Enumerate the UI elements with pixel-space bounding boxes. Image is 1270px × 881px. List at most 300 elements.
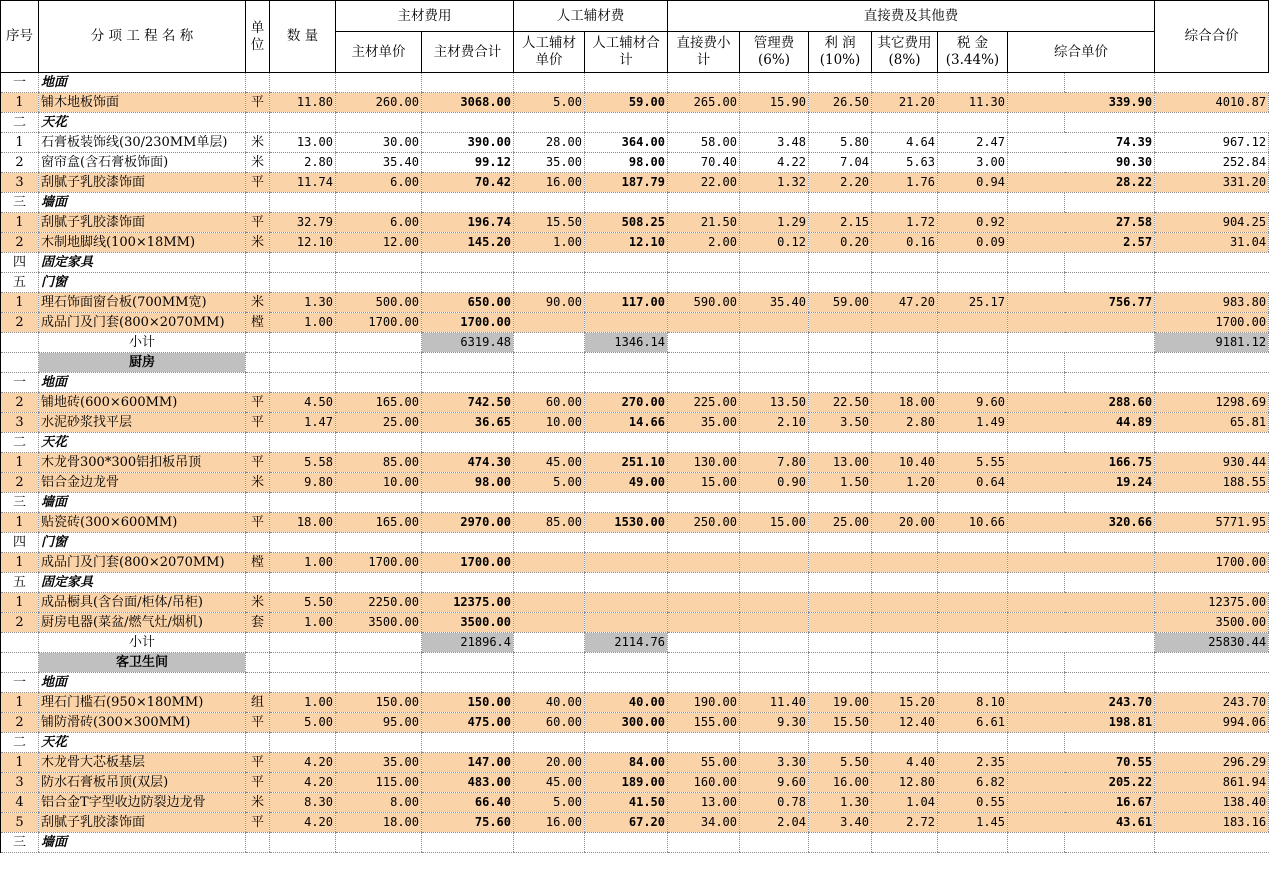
other-fee: 2.72 bbox=[872, 813, 938, 833]
tax: 2.47 bbox=[938, 133, 1008, 153]
tax: 6.61 bbox=[938, 713, 1008, 733]
item-unit: 平 bbox=[246, 453, 270, 473]
labor-unit-price: 15.50 bbox=[514, 213, 585, 233]
main-total: 1700.00 bbox=[422, 313, 514, 333]
empty-cell bbox=[336, 433, 422, 453]
header-other: 其它费用 (8%) bbox=[872, 32, 938, 73]
empty-cell bbox=[668, 653, 740, 673]
remark-cell bbox=[1155, 253, 1269, 273]
empty-cell bbox=[514, 433, 585, 453]
direct-subtotal: 58.00 bbox=[668, 133, 740, 153]
other-fee bbox=[872, 593, 938, 613]
empty-cell bbox=[270, 353, 336, 373]
empty-cell bbox=[668, 573, 740, 593]
direct-subtotal: 55.00 bbox=[668, 753, 740, 773]
other-fee bbox=[872, 313, 938, 333]
room-title: 客卫生间 bbox=[39, 653, 246, 673]
other-fee: 4.40 bbox=[872, 753, 938, 773]
row-index: 1 bbox=[1, 213, 39, 233]
labor-unit-price bbox=[514, 553, 585, 573]
item-qty: 32.79 bbox=[270, 213, 336, 233]
empty-cell bbox=[514, 653, 585, 673]
item-unit: 组 bbox=[246, 693, 270, 713]
empty-cell bbox=[938, 673, 1008, 693]
profit: 25.00 bbox=[809, 513, 872, 533]
header-tax: 税 金 (3.44%) bbox=[938, 32, 1008, 73]
header-index: 序号 bbox=[1, 1, 39, 73]
item-name: 理石饰面窗台板(700MM宽) bbox=[39, 293, 246, 313]
other-fee: 1.76 bbox=[872, 173, 938, 193]
empty-cell bbox=[872, 653, 938, 673]
main-unit-price: 150.00 bbox=[336, 693, 422, 713]
table-row bbox=[1, 773, 1269, 793]
header-unit-price: 综合单价 bbox=[1008, 32, 1155, 73]
row-index: 2 bbox=[1, 153, 39, 173]
item-name: 成品橱具(含台面/柜体/吊柜) bbox=[39, 593, 246, 613]
unit-price: 19.24 bbox=[1008, 473, 1155, 493]
labor-total: 14.66 bbox=[585, 413, 668, 433]
total-price: 1700.00 bbox=[1155, 313, 1269, 333]
empty-cell bbox=[422, 193, 514, 213]
main-total: 2970.00 bbox=[422, 513, 514, 533]
empty-cell bbox=[1065, 373, 1155, 393]
total-price: 994.06 bbox=[1155, 713, 1269, 733]
main-unit-price: 500.00 bbox=[336, 293, 422, 313]
row-index: 一 bbox=[1, 73, 39, 93]
empty-cell bbox=[585, 73, 668, 93]
labor-total: 12.10 bbox=[585, 233, 668, 253]
empty-cell bbox=[668, 113, 740, 133]
tax bbox=[938, 313, 1008, 333]
empty-cell bbox=[1008, 253, 1065, 273]
total-price: 967.12 bbox=[1155, 133, 1269, 153]
main-unit-price: 35.00 bbox=[336, 753, 422, 773]
empty-cell bbox=[938, 373, 1008, 393]
tax: 11.30 bbox=[938, 93, 1008, 113]
total-price: 930.44 bbox=[1155, 453, 1269, 473]
labor-total: 98.00 bbox=[585, 153, 668, 173]
labor-unit-price: 85.00 bbox=[514, 513, 585, 533]
section-row bbox=[1, 493, 1269, 513]
unit-price: 339.90 bbox=[1008, 93, 1155, 113]
empty-cell bbox=[336, 193, 422, 213]
labor-unit-price: 5.00 bbox=[514, 473, 585, 493]
empty-cell bbox=[938, 353, 1008, 373]
direct-subtotal: 21.50 bbox=[668, 213, 740, 233]
empty-cell bbox=[740, 113, 809, 133]
table-row bbox=[1, 293, 1269, 313]
unit-price: 44.89 bbox=[1008, 413, 1155, 433]
empty-cell bbox=[514, 673, 585, 693]
empty-cell bbox=[336, 113, 422, 133]
profit bbox=[809, 613, 872, 633]
empty-cell bbox=[336, 653, 422, 673]
table-row bbox=[1, 413, 1269, 433]
unit-price: 756.77 bbox=[1008, 293, 1155, 313]
empty-cell bbox=[270, 333, 336, 353]
empty-cell bbox=[336, 373, 422, 393]
row-index: 五 bbox=[1, 273, 39, 293]
empty-cell bbox=[270, 633, 336, 653]
mgmt-fee: 4.22 bbox=[740, 153, 809, 173]
empty-cell bbox=[1, 353, 39, 373]
mgmt-fee bbox=[740, 553, 809, 573]
empty-cell bbox=[809, 573, 872, 593]
empty-cell bbox=[246, 573, 270, 593]
total-price: 12375.00 bbox=[1155, 593, 1269, 613]
item-name: 防水石膏板吊顶(双层) bbox=[39, 773, 246, 793]
empty-cell bbox=[1065, 493, 1155, 513]
section-row bbox=[1, 273, 1269, 293]
direct-subtotal: 250.00 bbox=[668, 513, 740, 533]
remark-cell bbox=[1155, 433, 1269, 453]
empty-cell bbox=[740, 653, 809, 673]
row-index: 三 bbox=[1, 193, 39, 213]
table-row bbox=[1, 753, 1269, 773]
unit-price: 243.70 bbox=[1008, 693, 1155, 713]
empty-cell bbox=[668, 833, 740, 853]
empty-cell bbox=[809, 373, 872, 393]
empty-cell bbox=[668, 353, 740, 373]
row-index: 1 bbox=[1, 293, 39, 313]
empty-cell bbox=[270, 573, 336, 593]
empty-cell bbox=[1065, 573, 1155, 593]
table-row bbox=[1, 233, 1269, 253]
unit-price bbox=[1008, 613, 1155, 633]
empty-cell bbox=[809, 113, 872, 133]
other-fee: 1.72 bbox=[872, 213, 938, 233]
unit-price bbox=[1008, 593, 1155, 613]
total-price: 331.20 bbox=[1155, 173, 1269, 193]
unit-price: 205.22 bbox=[1008, 773, 1155, 793]
empty-cell bbox=[422, 113, 514, 133]
labor-total bbox=[585, 313, 668, 333]
subtotal-labor: 1346.14 bbox=[585, 333, 668, 353]
main-total: 1700.00 bbox=[422, 553, 514, 573]
remark-cell bbox=[1155, 573, 1269, 593]
empty-cell bbox=[740, 573, 809, 593]
labor-total: 84.00 bbox=[585, 753, 668, 773]
labor-total: 508.25 bbox=[585, 213, 668, 233]
row-index: 三 bbox=[1, 833, 39, 853]
item-qty: 4.50 bbox=[270, 393, 336, 413]
labor-total: 40.00 bbox=[585, 693, 668, 713]
row-index: 一 bbox=[1, 373, 39, 393]
empty-cell bbox=[246, 653, 270, 673]
unit-price: 288.60 bbox=[1008, 393, 1155, 413]
labor-unit-price: 5.00 bbox=[514, 793, 585, 813]
table-row bbox=[1, 693, 1269, 713]
other-fee: 5.63 bbox=[872, 153, 938, 173]
empty-cell bbox=[872, 493, 938, 513]
labor-unit-price: 16.00 bbox=[514, 813, 585, 833]
profit: 2.15 bbox=[809, 213, 872, 233]
labor-total: 187.79 bbox=[585, 173, 668, 193]
empty-cell bbox=[740, 833, 809, 853]
mgmt-fee: 3.48 bbox=[740, 133, 809, 153]
empty-cell bbox=[668, 493, 740, 513]
item-qty: 9.80 bbox=[270, 473, 336, 493]
empty-cell bbox=[1008, 113, 1065, 133]
empty-cell bbox=[422, 273, 514, 293]
other-fee: 15.20 bbox=[872, 693, 938, 713]
section-title: 墙面 bbox=[39, 493, 246, 513]
empty-cell bbox=[740, 353, 809, 373]
profit: 1.50 bbox=[809, 473, 872, 493]
main-unit-price: 3500.00 bbox=[336, 613, 422, 633]
item-name: 水泥砂浆找平层 bbox=[39, 413, 246, 433]
unit-price: 74.39 bbox=[1008, 133, 1155, 153]
empty-cell bbox=[1008, 633, 1155, 653]
total-price: 904.25 bbox=[1155, 213, 1269, 233]
section-row bbox=[1, 373, 1269, 393]
empty-cell bbox=[514, 373, 585, 393]
profit: 1.30 bbox=[809, 793, 872, 813]
empty-cell bbox=[270, 433, 336, 453]
labor-unit-price: 60.00 bbox=[514, 713, 585, 733]
tax: 3.00 bbox=[938, 153, 1008, 173]
empty-cell bbox=[938, 433, 1008, 453]
other-fee bbox=[872, 553, 938, 573]
table-row bbox=[1, 713, 1269, 733]
labor-total: 49.00 bbox=[585, 473, 668, 493]
unit-price: 43.61 bbox=[1008, 813, 1155, 833]
empty-cell bbox=[422, 73, 514, 93]
empty-cell bbox=[336, 573, 422, 593]
empty-cell bbox=[422, 733, 514, 753]
empty-cell bbox=[270, 113, 336, 133]
empty-cell bbox=[270, 493, 336, 513]
profit: 15.50 bbox=[809, 713, 872, 733]
total-price: 252.84 bbox=[1155, 153, 1269, 173]
empty-cell bbox=[938, 533, 1008, 553]
empty-cell bbox=[872, 733, 938, 753]
empty-cell bbox=[740, 273, 809, 293]
empty-cell bbox=[872, 113, 938, 133]
empty-cell bbox=[938, 253, 1008, 273]
item-name: 木龙骨300*300铝扣板吊顶 bbox=[39, 453, 246, 473]
empty-cell bbox=[585, 733, 668, 753]
empty-cell bbox=[938, 493, 1008, 513]
empty-cell bbox=[246, 433, 270, 453]
other-fee: 1.04 bbox=[872, 793, 938, 813]
main-unit-price: 8.00 bbox=[336, 793, 422, 813]
remark-cell bbox=[1155, 73, 1269, 93]
subtotal-labor: 2114.76 bbox=[585, 633, 668, 653]
mgmt-fee: 1.29 bbox=[740, 213, 809, 233]
header-main-material: 主材费用 bbox=[336, 1, 514, 32]
row-index: 5 bbox=[1, 813, 39, 833]
profit: 0.20 bbox=[809, 233, 872, 253]
empty-cell bbox=[336, 73, 422, 93]
item-qty: 18.00 bbox=[270, 513, 336, 533]
section-row bbox=[1, 733, 1269, 753]
main-total: 12375.00 bbox=[422, 593, 514, 613]
empty-cell bbox=[1065, 353, 1155, 373]
labor-total: 364.00 bbox=[585, 133, 668, 153]
header-main-total: 主材费合计 bbox=[422, 32, 514, 73]
empty-cell bbox=[585, 273, 668, 293]
empty-cell bbox=[668, 73, 740, 93]
tax: 0.94 bbox=[938, 173, 1008, 193]
header-labor-total: 人工辅材合计 bbox=[585, 32, 668, 73]
row-index: 3 bbox=[1, 413, 39, 433]
labor-unit-price: 5.00 bbox=[514, 93, 585, 113]
empty-cell bbox=[872, 273, 938, 293]
row-index: 4 bbox=[1, 793, 39, 813]
empty-cell bbox=[809, 73, 872, 93]
empty-cell bbox=[422, 653, 514, 673]
section-title: 地面 bbox=[39, 673, 246, 693]
direct-subtotal: 130.00 bbox=[668, 453, 740, 473]
row-index: 1 bbox=[1, 593, 39, 613]
profit: 3.50 bbox=[809, 413, 872, 433]
room-heading-row bbox=[1, 353, 1269, 373]
item-unit: 平 bbox=[246, 713, 270, 733]
item-unit: 米 bbox=[246, 293, 270, 313]
empty-cell bbox=[246, 113, 270, 133]
direct-subtotal bbox=[668, 593, 740, 613]
direct-subtotal: 15.00 bbox=[668, 473, 740, 493]
labor-unit-price: 45.00 bbox=[514, 453, 585, 473]
row-index: 2 bbox=[1, 313, 39, 333]
mgmt-fee: 2.10 bbox=[740, 413, 809, 433]
empty-cell bbox=[938, 633, 1008, 653]
main-total: 66.40 bbox=[422, 793, 514, 813]
profit bbox=[809, 593, 872, 613]
header-labor: 人工辅材费 bbox=[514, 1, 668, 32]
row-index: 2 bbox=[1, 393, 39, 413]
item-name: 刮腻子乳胶漆饰面 bbox=[39, 173, 246, 193]
empty-cell bbox=[336, 833, 422, 853]
item-name: 铺地砖(600×600MM) bbox=[39, 393, 246, 413]
tax: 0.92 bbox=[938, 213, 1008, 233]
row-index: 2 bbox=[1, 613, 39, 633]
empty-cell bbox=[585, 253, 668, 273]
empty-cell bbox=[809, 673, 872, 693]
remark-cell bbox=[1155, 533, 1269, 553]
item-unit: 米 bbox=[246, 153, 270, 173]
table-row bbox=[1, 593, 1269, 613]
remark-cell bbox=[1155, 653, 1269, 673]
labor-unit-price: 90.00 bbox=[514, 293, 585, 313]
empty-cell bbox=[740, 333, 809, 353]
other-fee: 1.20 bbox=[872, 473, 938, 493]
empty-cell bbox=[270, 373, 336, 393]
section-row bbox=[1, 433, 1269, 453]
empty-cell bbox=[809, 333, 872, 353]
section-title: 门窗 bbox=[39, 273, 246, 293]
empty-cell bbox=[938, 653, 1008, 673]
labor-total: 189.00 bbox=[585, 773, 668, 793]
table-row bbox=[1, 213, 1269, 233]
empty-cell bbox=[585, 433, 668, 453]
total-price: 861.94 bbox=[1155, 773, 1269, 793]
mgmt-fee: 0.12 bbox=[740, 233, 809, 253]
header-main-unit-price: 主材单价 bbox=[336, 32, 422, 73]
empty-cell bbox=[938, 273, 1008, 293]
empty-cell bbox=[668, 433, 740, 453]
empty-cell bbox=[1008, 833, 1065, 853]
profit: 2.20 bbox=[809, 173, 872, 193]
mgmt-fee: 2.04 bbox=[740, 813, 809, 833]
room-title: 厨房 bbox=[39, 353, 246, 373]
mgmt-fee bbox=[740, 613, 809, 633]
empty-cell bbox=[1065, 193, 1155, 213]
mgmt-fee: 3.30 bbox=[740, 753, 809, 773]
empty-cell bbox=[1065, 653, 1155, 673]
empty-cell bbox=[872, 673, 938, 693]
empty-cell bbox=[668, 533, 740, 553]
item-name: 木龙骨大芯板基层 bbox=[39, 753, 246, 773]
row-index: 1 bbox=[1, 133, 39, 153]
main-unit-price: 95.00 bbox=[336, 713, 422, 733]
item-unit: 平 bbox=[246, 393, 270, 413]
empty-cell bbox=[270, 73, 336, 93]
empty-cell bbox=[809, 193, 872, 213]
item-name: 石膏板装饰线(30/230MM单层) bbox=[39, 133, 246, 153]
profit: 7.04 bbox=[809, 153, 872, 173]
header-name: 分 项 工 程 名 称 bbox=[39, 1, 246, 73]
empty-cell bbox=[585, 113, 668, 133]
tax: 0.55 bbox=[938, 793, 1008, 813]
row-index: 二 bbox=[1, 733, 39, 753]
empty-cell bbox=[668, 193, 740, 213]
row-index: 1 bbox=[1, 513, 39, 533]
other-fee: 21.20 bbox=[872, 93, 938, 113]
labor-total bbox=[585, 613, 668, 633]
section-row bbox=[1, 113, 1269, 133]
empty-cell bbox=[872, 353, 938, 373]
tax bbox=[938, 593, 1008, 613]
labor-unit-price: 1.00 bbox=[514, 233, 585, 253]
empty-cell bbox=[1065, 73, 1155, 93]
mgmt-fee: 0.78 bbox=[740, 793, 809, 813]
other-fee: 12.40 bbox=[872, 713, 938, 733]
other-fee: 47.20 bbox=[872, 293, 938, 313]
section-title: 墙面 bbox=[39, 193, 246, 213]
labor-unit-price: 10.00 bbox=[514, 413, 585, 433]
tax: 6.82 bbox=[938, 773, 1008, 793]
section-title: 地面 bbox=[39, 73, 246, 93]
empty-cell bbox=[270, 253, 336, 273]
mgmt-fee: 15.90 bbox=[740, 93, 809, 113]
item-unit: 米 bbox=[246, 593, 270, 613]
main-total: 650.00 bbox=[422, 293, 514, 313]
direct-subtotal: 190.00 bbox=[668, 693, 740, 713]
empty-cell bbox=[1065, 433, 1155, 453]
main-unit-price: 1700.00 bbox=[336, 553, 422, 573]
direct-subtotal: 590.00 bbox=[668, 293, 740, 313]
profit: 5.80 bbox=[809, 133, 872, 153]
item-unit: 米 bbox=[246, 233, 270, 253]
total-price: 188.55 bbox=[1155, 473, 1269, 493]
empty-cell bbox=[422, 573, 514, 593]
total-price: 983.80 bbox=[1155, 293, 1269, 313]
empty-cell bbox=[740, 633, 809, 653]
labor-total: 59.00 bbox=[585, 93, 668, 113]
main-unit-price: 85.00 bbox=[336, 453, 422, 473]
item-unit: 米 bbox=[246, 473, 270, 493]
empty-cell bbox=[422, 493, 514, 513]
item-qty: 11.74 bbox=[270, 173, 336, 193]
empty-cell bbox=[585, 833, 668, 853]
empty-cell bbox=[1008, 733, 1065, 753]
empty-cell bbox=[336, 733, 422, 753]
empty-cell bbox=[1065, 673, 1155, 693]
section-title: 门窗 bbox=[39, 533, 246, 553]
empty-cell bbox=[1, 653, 39, 673]
